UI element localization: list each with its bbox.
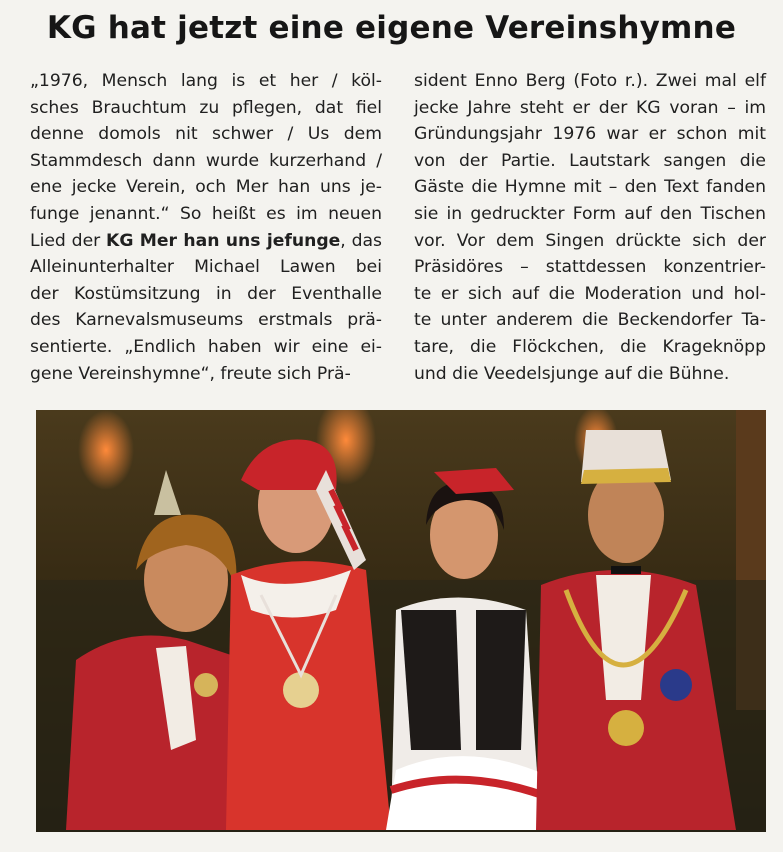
text-line: sches Brauchtum zu pflegen, dat fiel [30,97,382,118]
text-line: tare, die Flöckchen, die Krageknöpp [414,336,766,357]
text-line: sident Enno Berg (Foto r.). Zwei mal elf [414,71,766,91]
text-line: „1976, Mensch lang is et her / köl- [30,71,382,91]
text-line: Präsidöres – stattdessen konzentrier- [414,257,766,278]
text-line: der Kostümsitzung in der Eventhalle [30,283,382,304]
text-line: und die Veedelsjunge auf die Bühne. [414,363,730,384]
headline: KG hat jetzt eine eigene Vereinshymne [46,10,737,46]
text-line: jecke Jahre steht er der KG voran – im [414,97,766,118]
text-line: Stammdesch dann wurde kurzerhand / [30,150,382,171]
article-column-right [414,68,766,387]
text-line: te unter anderem die Beckendorfer Ta- [414,310,766,331]
text-segment: Lied der [30,230,107,251]
article-column-left [30,68,382,387]
photo-illustration [36,410,766,832]
text-line: des Karnevalsmuseums erstmals prä- [30,310,382,331]
text-line: Gäste die Hymne mit – den Text fanden [414,177,766,198]
text-line: Alleinunterhalter Michael Lawen bei [30,257,382,278]
text-line: ene jecke Verein, och Mer han uns je- [30,177,382,198]
text-line: von der Partie. Lautstark sangen die [414,150,766,171]
club-name-bold: KG Mer han uns jefunge [106,230,341,251]
text-line: funge jenannt.“ So heißt es im neuen [30,203,382,224]
text-line: te er sich auf die Moderation und hol- [414,283,766,304]
text-line: denne domols nit schwer / Us dem [30,124,382,145]
text-line: sentierte. „Endlich haben wir eine ei- [30,336,382,357]
text-line: Gründungsjahr 1976 war er schon mit [414,124,766,145]
hall-lamp [78,410,134,490]
text-line: sie in gedruckter Form auf den Tischen [414,203,766,224]
text-line-with-bold [30,228,382,255]
text-line: gene Vereinshymne“, freute sich Prä- [30,363,351,384]
text-segment: , das [340,230,382,251]
text-line: vor. Vor dem Singen drückte sich der [414,230,766,251]
carnival-group-photo [36,410,766,832]
